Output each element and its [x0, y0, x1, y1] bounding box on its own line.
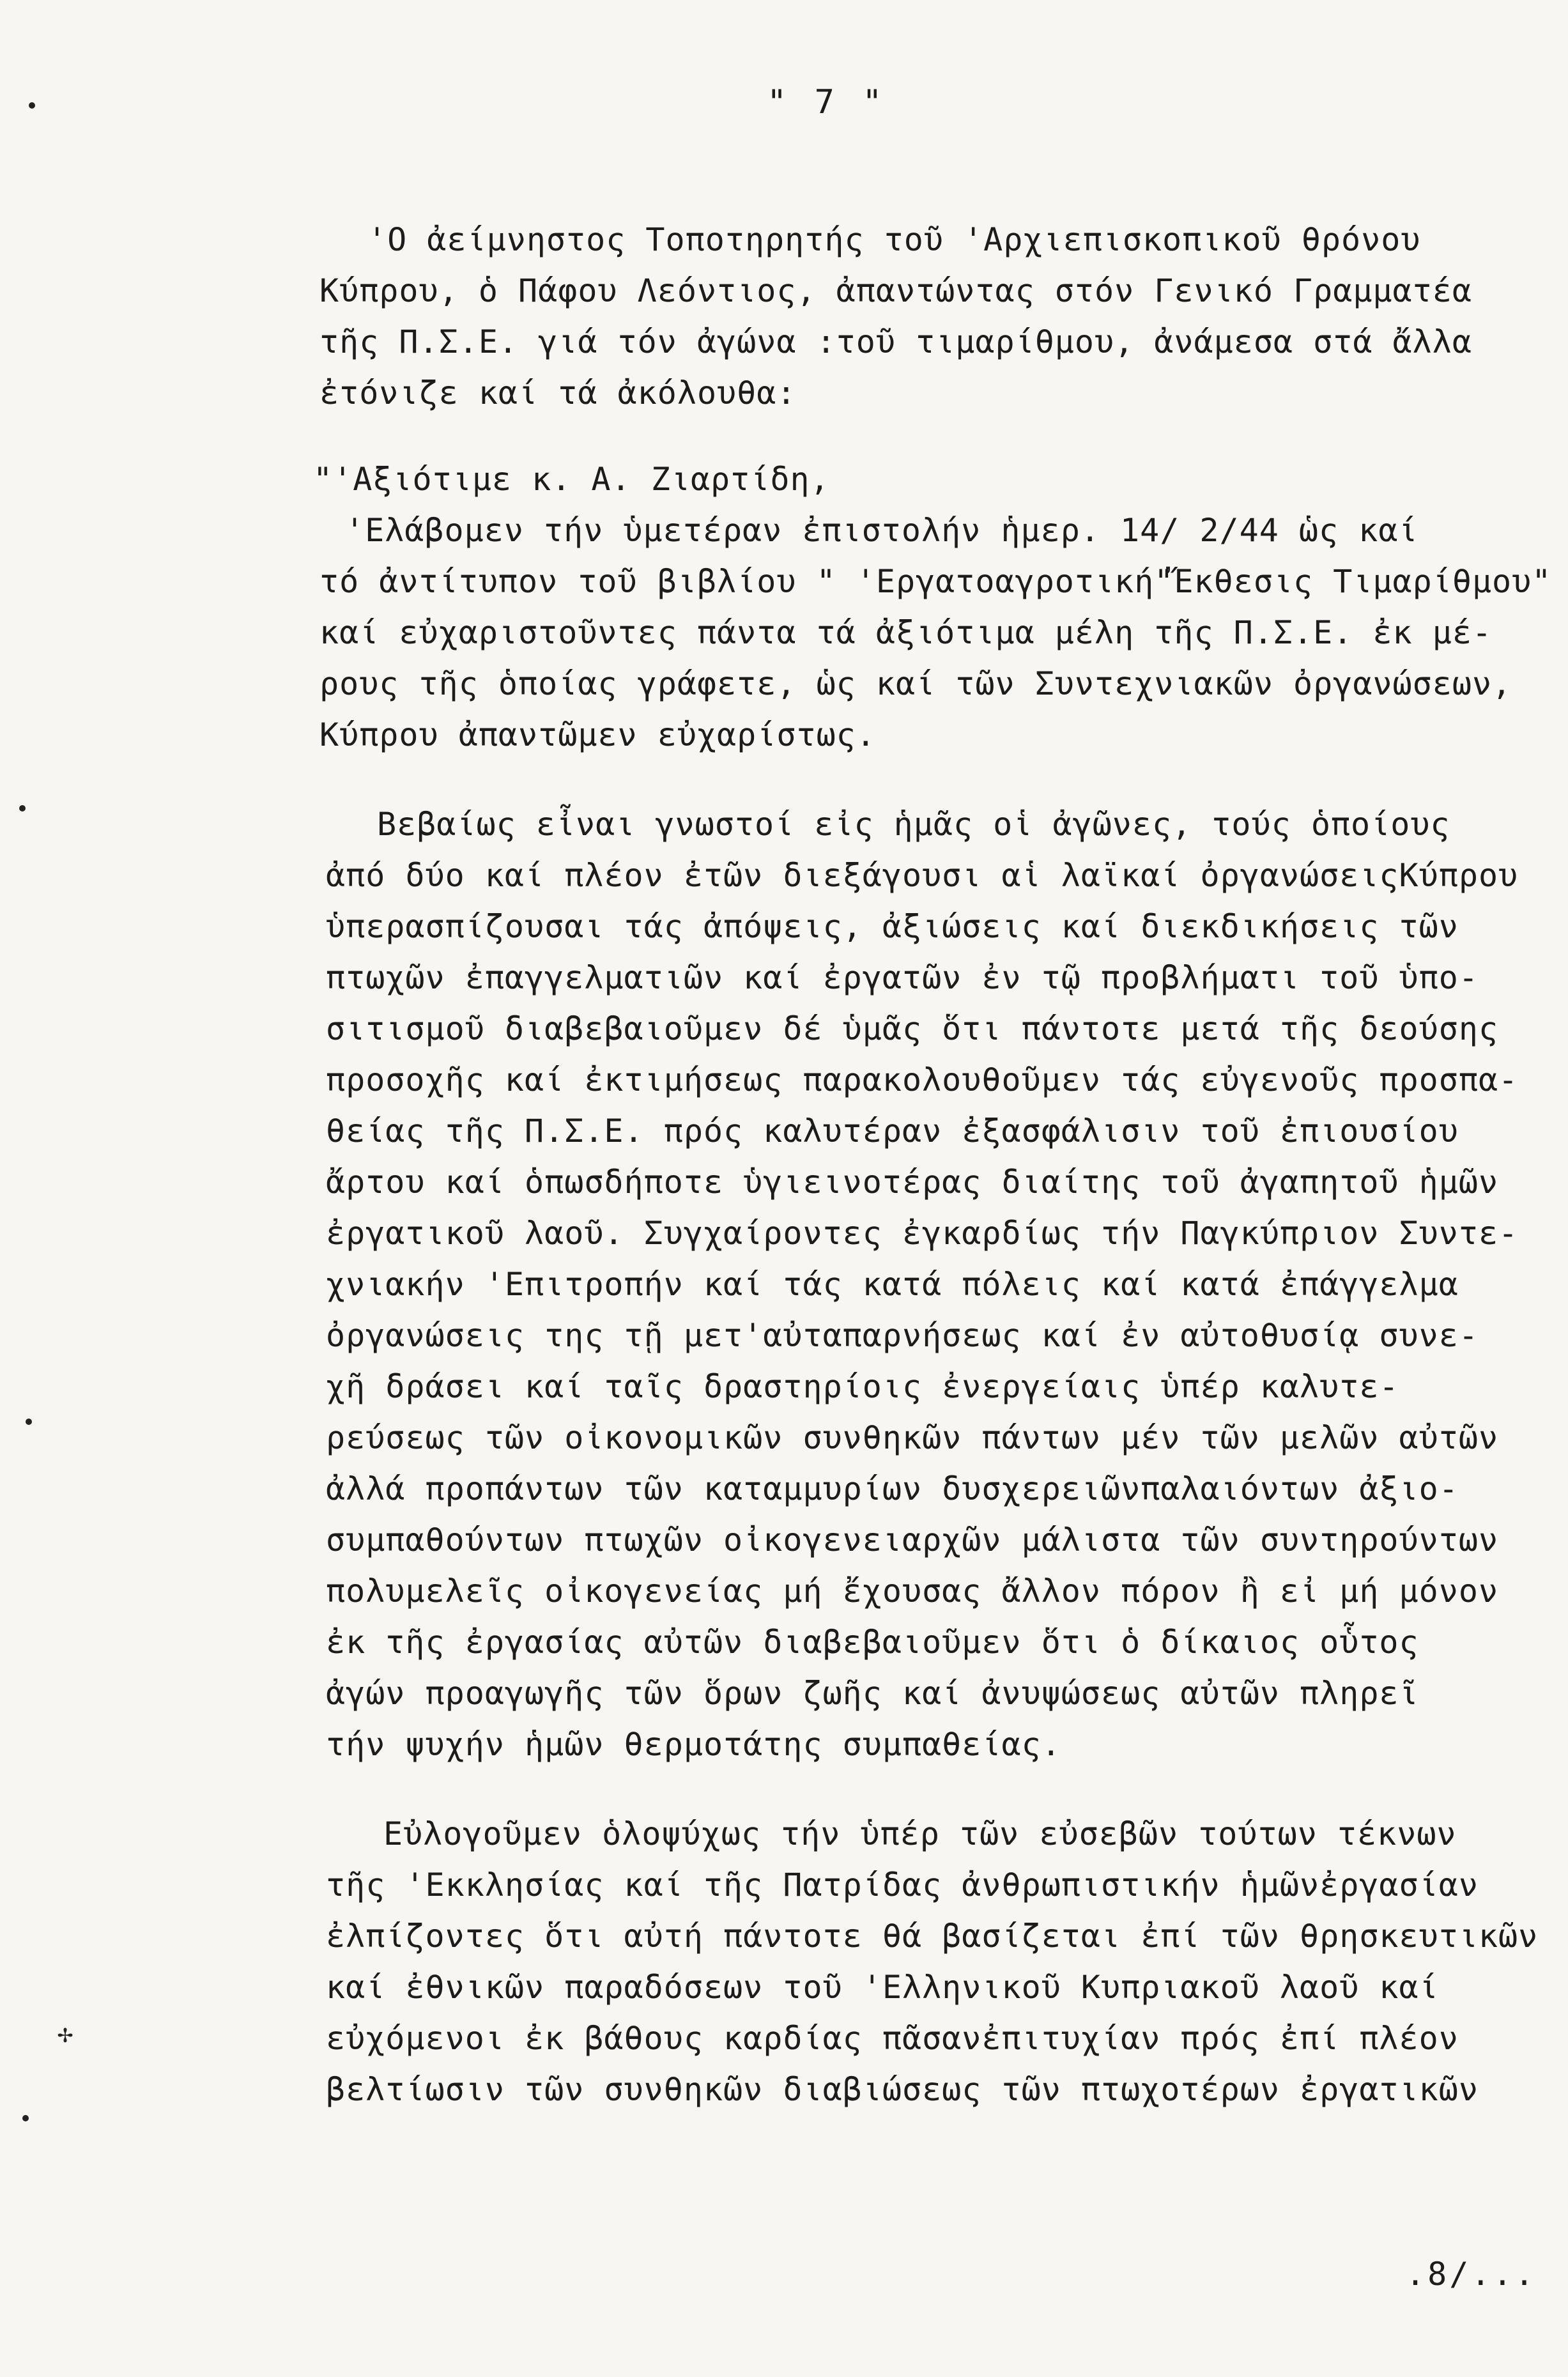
text-line: τῆς 'Εκκλησίας καί τῆς Πατρίδας ἀνθρωπιστικήν ἡμῶνἐργασίαν	[326, 1866, 1479, 1904]
scan-speck	[26, 1419, 32, 1425]
page-number: " 7 "	[767, 83, 886, 121]
text-line: ἀλλά προπάντων τῶν καταμμυρίων δυσχερειῶνπαλαιόντων ἀξιο-	[326, 1470, 1459, 1507]
text-line: 'Ελάβομεν τήν ὑμετέραν ἐπιστολήν ἡμερ. 14/ 2/44 ὡς καί	[345, 512, 1418, 549]
text-line: καί ἐθνικῶν παραδόσεων τοῦ 'Ελληνικοῦ Κυπριακοῦ λαοῦ καί	[326, 1969, 1439, 2006]
text-line: θείας τῆς Π.Σ.Ε. πρός καλυτέραν ἐξασφάλισιν τοῦ ἐπιουσίου	[326, 1112, 1459, 1150]
text-line: Κύπρου ἀπαντῶμεν εὐχαρίστως.	[319, 716, 876, 753]
text-line: ἐτόνιζε καί τά ἀκόλουθα:	[319, 374, 797, 412]
text-line: πολυμελεῖς οἰκογενείας μή ἔχουσας ἄλλον πόρον ἢ εἰ μή μόνον	[326, 1573, 1499, 1610]
text-line: Κύπρου, ὁ Πάφου Λεόντιος, ἀπαντώντας στόν Γενικό Γραμματέα	[319, 272, 1472, 309]
text-line: συμπαθούντων πτωχῶν οἰκογενειαρχῶν μάλιστα τῶν συντηρούντων	[326, 1521, 1499, 1558]
text-line: ἀπό δύο καί πλέον ἐτῶν διεξάγουσι αἱ λαϊκαί ὀργανώσειςΚύπρου	[326, 857, 1519, 894]
text-line: ρους τῆς ὁποίας γράφετε, ὡς καί τῶν Συντεχνιακῶν ὀργανώσεων,	[319, 665, 1512, 702]
text-line: προσοχῆς καί ἐκτιμήσεως παρακολουθοῦμεν τάς εὐγενοῦς προσπα-	[326, 1061, 1519, 1098]
text-line: ὀργανώσεις της τῇ μετ'αὐταπαρνήσεως καί ἐν αὐτοθυσίᾳ συνε-	[326, 1317, 1479, 1354]
text-line: ἄρτου καί ὁπωσδήποτε ὑγιεινοτέρας διαίτης τοῦ ἀγαπητοῦ ἡμῶν	[326, 1164, 1499, 1201]
text-line: ὑπερασπίζουσαι τάς ἀπόψεις, ἀξιώσεις καί διεκδικήσεις τῶν	[326, 908, 1459, 945]
scan-speck	[22, 2115, 29, 2121]
text-line: Βεβαίως εἶναι γνωστοί εἰς ἡμᾶς οἱ ἀγῶνες, τούς ὁποίους	[377, 806, 1450, 843]
letter-salutation: "'Αξιότιμε κ. Α. Ζιαρτίδη,	[313, 461, 830, 498]
text-line: ρεύσεως τῶν οἰκονομικῶν συνθηκῶν πάντων μέν τῶν μελῶν αὐτῶν	[326, 1419, 1499, 1456]
text-line: βελτίωσιν τῶν συνθηκῶν διαβιώσεως τῶν πτωχοτέρων ἐργατικῶν	[326, 2071, 1479, 2108]
text-line: ἐργατικοῦ λαοῦ. Συγχαίροντες ἐγκαρδίως τήν Παγκύπριον Συντε-	[326, 1215, 1519, 1252]
text-line: ἐκ τῆς ἐργασίας αὐτῶν διαβεβαιοῦμεν ὅτι ὁ δίκαιος οὗτος	[326, 1624, 1419, 1661]
text-line: τήν ψυχήν ἡμῶν θερμοτάτης συμπαθείας.	[326, 1726, 1061, 1763]
scan-speck	[19, 805, 26, 812]
margin-mark-icon: ✢	[58, 2019, 73, 2049]
text-line: ἐλπίζοντες ὅτι αὐτή πάντοτε θά βασίζεται ἐπί τῶν θρησκευτικῶν	[326, 1918, 1539, 1955]
text-line: τῆς Π.Σ.Ε. γιά τόν ἀγώνα :τοῦ τιμαρίθμου, ἀνάμεσα στά ἄλλα	[319, 323, 1472, 360]
text-line: Εὐλογοῦμεν ὁλοψύχως τήν ὑπέρ τῶν εὐσεβῶν τούτων τέκνων	[383, 1815, 1457, 1852]
text-line: καί εὐχαριστοῦντες πάντα τά ἀξιότιμα μέλη τῆς Π.Σ.Ε. ἐκ μέ-	[319, 614, 1493, 651]
scan-speck	[29, 102, 35, 109]
text-line: 'Ο ἀείμνηστος Τοποτηρητής τοῦ 'Αρχιεπισκοπικοῦ θρόνου	[367, 221, 1421, 258]
text-line: ἀγών προαγωγῆς τῶν ὅρων ζωῆς καί ἀνυψώσεως αὐτῶν πληρεῖ	[326, 1675, 1419, 1712]
text-line: τό ἀντίτυπον τοῦ βιβλίου " 'Εργατοαγροτική"Ἔκθεσις Τιμαρίθμου"	[319, 563, 1552, 600]
text-line: χῆ δράσει καί ταῖς δραστηρίοις ἐνεργείαις ὑπέρ καλυτε-	[326, 1368, 1399, 1405]
text-line: πτωχῶν ἐπαγγελματιῶν καί ἐργατῶν ἐν τῷ προβλήματι τοῦ ὑπο-	[326, 959, 1479, 996]
text-line: εὐχόμενοι ἐκ βάθους καρδίας πᾶσανἐπιτυχίαν πρός ἐπί πλέον	[326, 2020, 1459, 2057]
text-line: σιτισμοῦ διαβεβαιοῦμεν δέ ὑμᾶς ὅτι πάντοτε μετά τῆς δεούσης	[326, 1010, 1499, 1047]
next-page-reference: .8/...	[1406, 2256, 1537, 2293]
text-line: χνιακήν 'Επιτροπήν καί τάς κατά πόλεις καί κατά ἐπάγγελμα	[326, 1266, 1459, 1303]
